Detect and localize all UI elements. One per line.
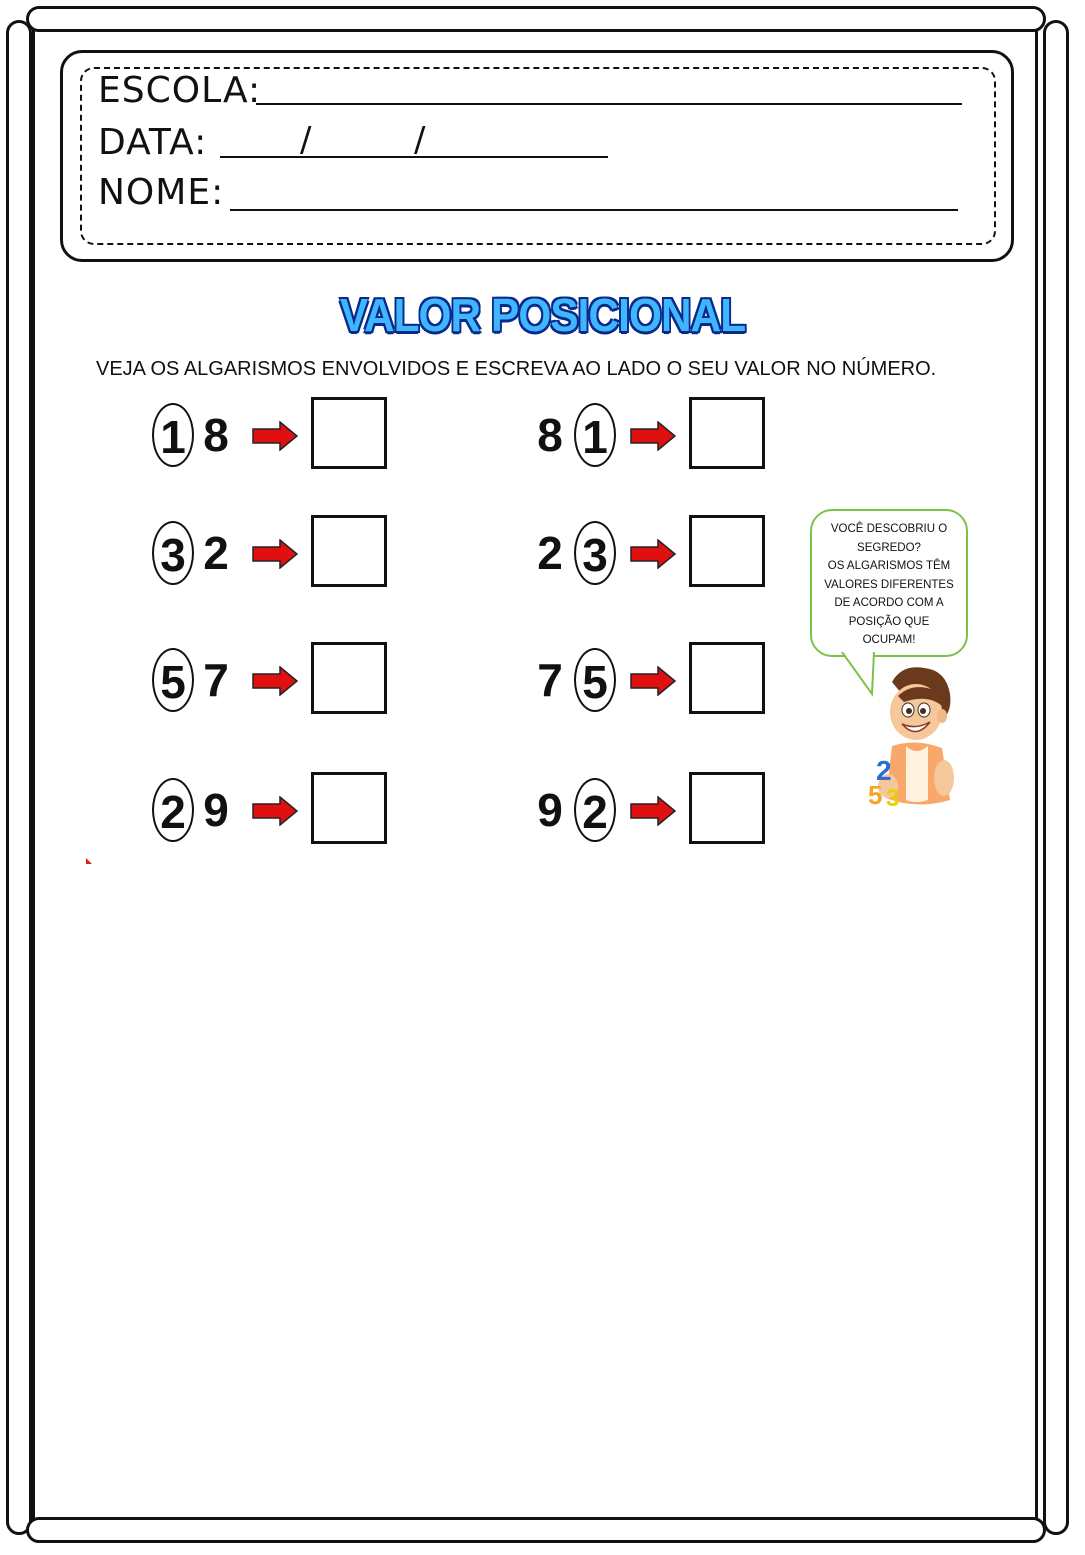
digit: 9: [537, 784, 563, 836]
instruction-text: VEJA OS ALGARISMOS ENVOLVIDOS E ESCREVA AO LADO O SEU VALOR NO NÚMERO.: [96, 358, 937, 380]
exercise-item: [530, 778, 770, 854]
exercise-item: [530, 521, 770, 597]
school-field[interactable]: [256, 103, 962, 105]
frame-roll-top: [26, 6, 1046, 32]
digit: 8: [537, 409, 563, 461]
answer-box[interactable]: [689, 642, 765, 714]
right-arrow-icon: [630, 796, 676, 826]
digit: 2: [537, 527, 563, 579]
answer-box[interactable]: [311, 772, 387, 844]
right-arrow-icon: [252, 796, 298, 826]
answer-box[interactable]: [689, 515, 765, 587]
bubble-line: SEGREDO?: [857, 541, 921, 554]
right-arrow-icon: [252, 421, 298, 451]
right-arrow-icon: [252, 539, 298, 569]
circled-digit: 5: [152, 648, 194, 712]
right-arrow-icon: [630, 421, 676, 451]
name-field[interactable]: [230, 209, 958, 211]
answer-box[interactable]: [311, 515, 387, 587]
frame-roll-bottom: [26, 1517, 1046, 1543]
exercise-item: [530, 403, 770, 479]
answer-box[interactable]: [689, 397, 765, 469]
bubble-line: VALORES DIFERENTES: [824, 578, 954, 591]
date-label: DATA:: [98, 122, 208, 163]
svg-text:5: 5: [868, 780, 883, 810]
exercise-item: [530, 648, 770, 724]
circled-digit: 3: [574, 521, 616, 585]
school-label: ESCOLA:: [98, 70, 262, 111]
circled-digit: 2: [152, 778, 194, 842]
bubble-line: OS ALGARISMOS TÊM: [827, 560, 951, 572]
svg-text:3: 3: [886, 785, 900, 812]
svg-text:2: 2: [876, 755, 892, 786]
digit: 8: [203, 409, 229, 461]
bubble-line: DE ACORDO COM A: [834, 597, 944, 609]
exercise-item: [152, 521, 392, 597]
frame-roll-left: [6, 20, 32, 1535]
digit: 7: [537, 654, 563, 706]
exercise-item: [152, 778, 392, 854]
answer-box[interactable]: [311, 642, 387, 714]
circled-digit: 2: [574, 778, 616, 842]
bubble-line: VOCÊ DESCOBRIU O: [830, 523, 948, 535]
worksheet-title: VALOR POSICIONAL: [339, 289, 746, 341]
exercise-item: [152, 648, 392, 724]
digit: 7: [203, 654, 229, 706]
circled-digit: 1: [152, 403, 194, 467]
answer-box[interactable]: [311, 397, 387, 469]
circled-digit: 1: [574, 403, 616, 467]
boy-with-numbers-illustration: [862, 660, 958, 820]
circled-digit: 5: [574, 648, 616, 712]
speech-bubble-text: [812, 520, 966, 650]
frame-roll-right: [1043, 20, 1069, 1535]
stray-red-mark: [86, 858, 92, 864]
digit: 9: [203, 784, 229, 836]
date-separator-2: /: [414, 120, 426, 160]
exercise-item: [152, 403, 392, 479]
date-separator-1: /: [300, 120, 312, 160]
digit: 2: [203, 527, 229, 579]
right-arrow-icon: [630, 539, 676, 569]
name-label: NOME:: [98, 172, 225, 213]
bubble-line: OCUPAM!: [862, 634, 916, 646]
answer-box[interactable]: [689, 772, 765, 844]
circled-digit: 3: [152, 521, 194, 585]
right-arrow-icon: [630, 666, 676, 696]
right-arrow-icon: [252, 666, 298, 696]
bubble-line: POSIÇÃO QUE: [848, 615, 930, 628]
